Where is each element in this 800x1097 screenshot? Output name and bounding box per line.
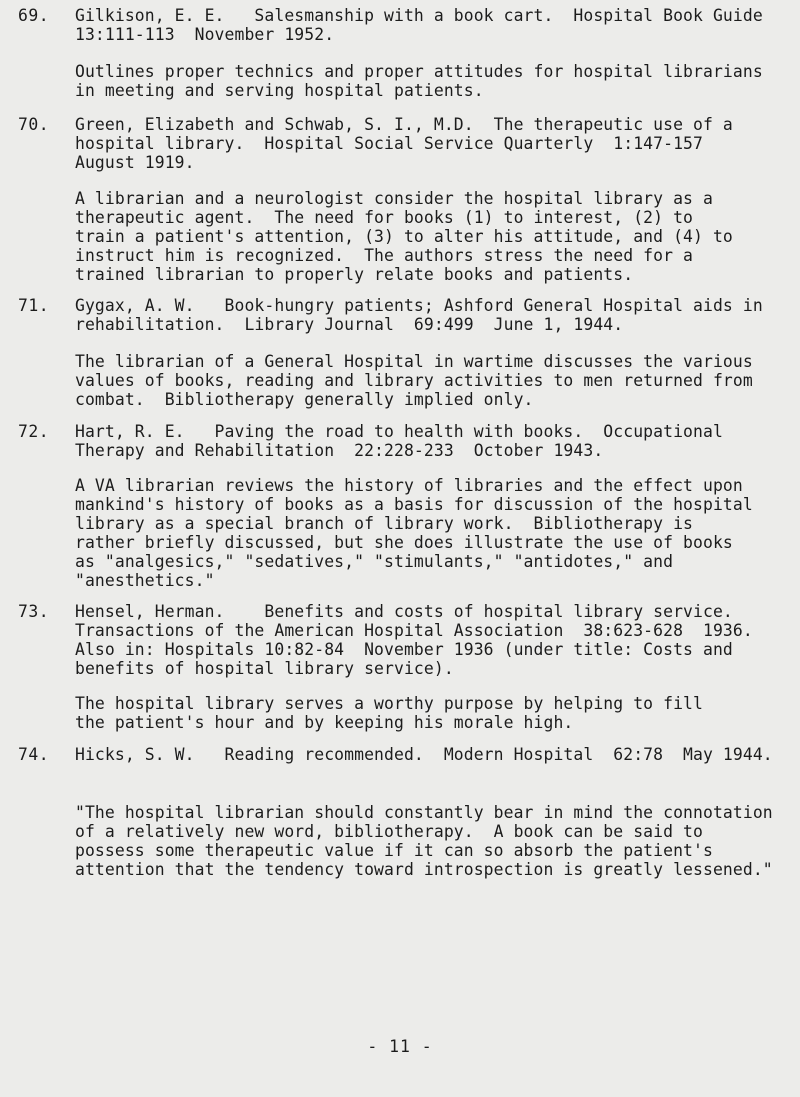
annotation-line: values of books, reading and library activities to men returned from — [75, 371, 753, 390]
annotation-line: train a patient's attention, (3) to alter his attitude, and (4) to — [75, 227, 733, 246]
entry-number: 73. — [18, 602, 50, 621]
citation-line: benefits of hospital library service). — [75, 659, 454, 678]
citation-line: Transactions of the American Hospital Association 38:623-628 1936. — [75, 621, 753, 640]
entry-annotation — [75, 352, 793, 409]
citation-line: Gygax, A. W. Book-hungry patients; Ashford General Hospital aids in — [75, 296, 763, 315]
citation-line: Hensel, Herman. Benefits and costs of hospital library service. — [75, 602, 733, 621]
annotation-line: library as a special branch of library work. Bibliotherapy is — [75, 514, 694, 533]
annotation-line: A librarian and a neurologist consider the hospital library as a — [75, 189, 713, 208]
entry-number: 72. — [18, 422, 50, 441]
citation-line: Therapy and Rehabilitation 22:228-233 October 1943. — [75, 441, 604, 460]
annotation-line: therapeutic agent. The need for books (1) to interest, (2) to — [75, 208, 694, 227]
citation-line: Gilkison, E. E. Salesmanship with a book cart. Hospital Book Guide — [75, 6, 763, 25]
annotation-line: The librarian of a General Hospital in wartime discusses the various — [75, 352, 753, 371]
annotation-line: "anesthetics." — [75, 571, 215, 590]
entry-annotation — [75, 694, 793, 732]
entry-number: 70. — [18, 115, 50, 134]
citation-line: rehabilitation. Library Journal 69:499 June 1, 1944. — [75, 315, 624, 334]
entry-citation — [75, 745, 793, 764]
entry-citation — [75, 602, 793, 678]
entry-number: 71. — [18, 296, 50, 315]
entry-annotation — [75, 189, 793, 284]
annotation-line: combat. Bibliotherapy generally implied only. — [75, 390, 534, 409]
entry-annotation — [75, 803, 793, 879]
citation-line: 13:111-113 November 1952. — [75, 25, 335, 44]
citation-line: hospital library. Hospital Social Service Quarterly 1:147-157 — [75, 134, 703, 153]
annotation-line: as "analgesics," "sedatives," "stimulants," "antidotes," and — [75, 552, 674, 571]
annotation-line: possess some therapeutic value if it can so absorb the patient's — [75, 841, 713, 860]
entry-citation — [75, 6, 793, 44]
annotation-line: Outlines proper technics and proper attitudes for hospital librarians — [75, 62, 763, 81]
annotation-line: attention that the tendency toward introspection is greatly lessened." — [75, 860, 773, 879]
annotation-line: "The hospital librarian should constantly bear in mind the connotation — [75, 803, 773, 822]
annotation-line: in meeting and serving hospital patients. — [75, 81, 484, 100]
entry-number: 74. — [18, 745, 50, 764]
annotation-line: of a relatively new word, bibliotherapy. A book can be said to — [75, 822, 703, 841]
annotation-line: the patient's hour and by keeping his morale high. — [75, 713, 574, 732]
annotation-line: trained librarian to properly relate books and patients. — [75, 265, 634, 284]
entry-annotation — [75, 62, 793, 100]
citation-line: Hicks, S. W. Reading recommended. Modern Hospital 62:78 May 1944. — [75, 745, 773, 764]
entry-annotation — [75, 476, 793, 590]
annotation-line: A VA librarian reviews the history of libraries and the effect upon — [75, 476, 743, 495]
entry-citation — [75, 296, 793, 334]
entry-citation — [75, 115, 793, 172]
annotation-line: rather briefly discussed, but she does illustrate the use of books — [75, 533, 733, 552]
citation-line: August 1919. — [75, 153, 195, 172]
annotation-line: The hospital library serves a worthy purpose by helping to fill — [75, 694, 703, 713]
citation-line: Also in: Hospitals 10:82-84 November 1936 (under title: Costs and — [75, 640, 733, 659]
annotation-line: instruct him is recognized. The authors stress the need for a — [75, 246, 694, 265]
page-number: - 11 - — [367, 1037, 433, 1056]
annotation-line: mankind's history of books as a basis for discussion of the hospital — [75, 495, 753, 514]
entry-number: 69. — [18, 6, 50, 25]
citation-line: Hart, R. E. Paving the road to health with books. Occupational — [75, 422, 723, 441]
entry-citation — [75, 422, 793, 460]
citation-line: Green, Elizabeth and Schwab, S. I., M.D. The therapeutic use of a — [75, 115, 733, 134]
